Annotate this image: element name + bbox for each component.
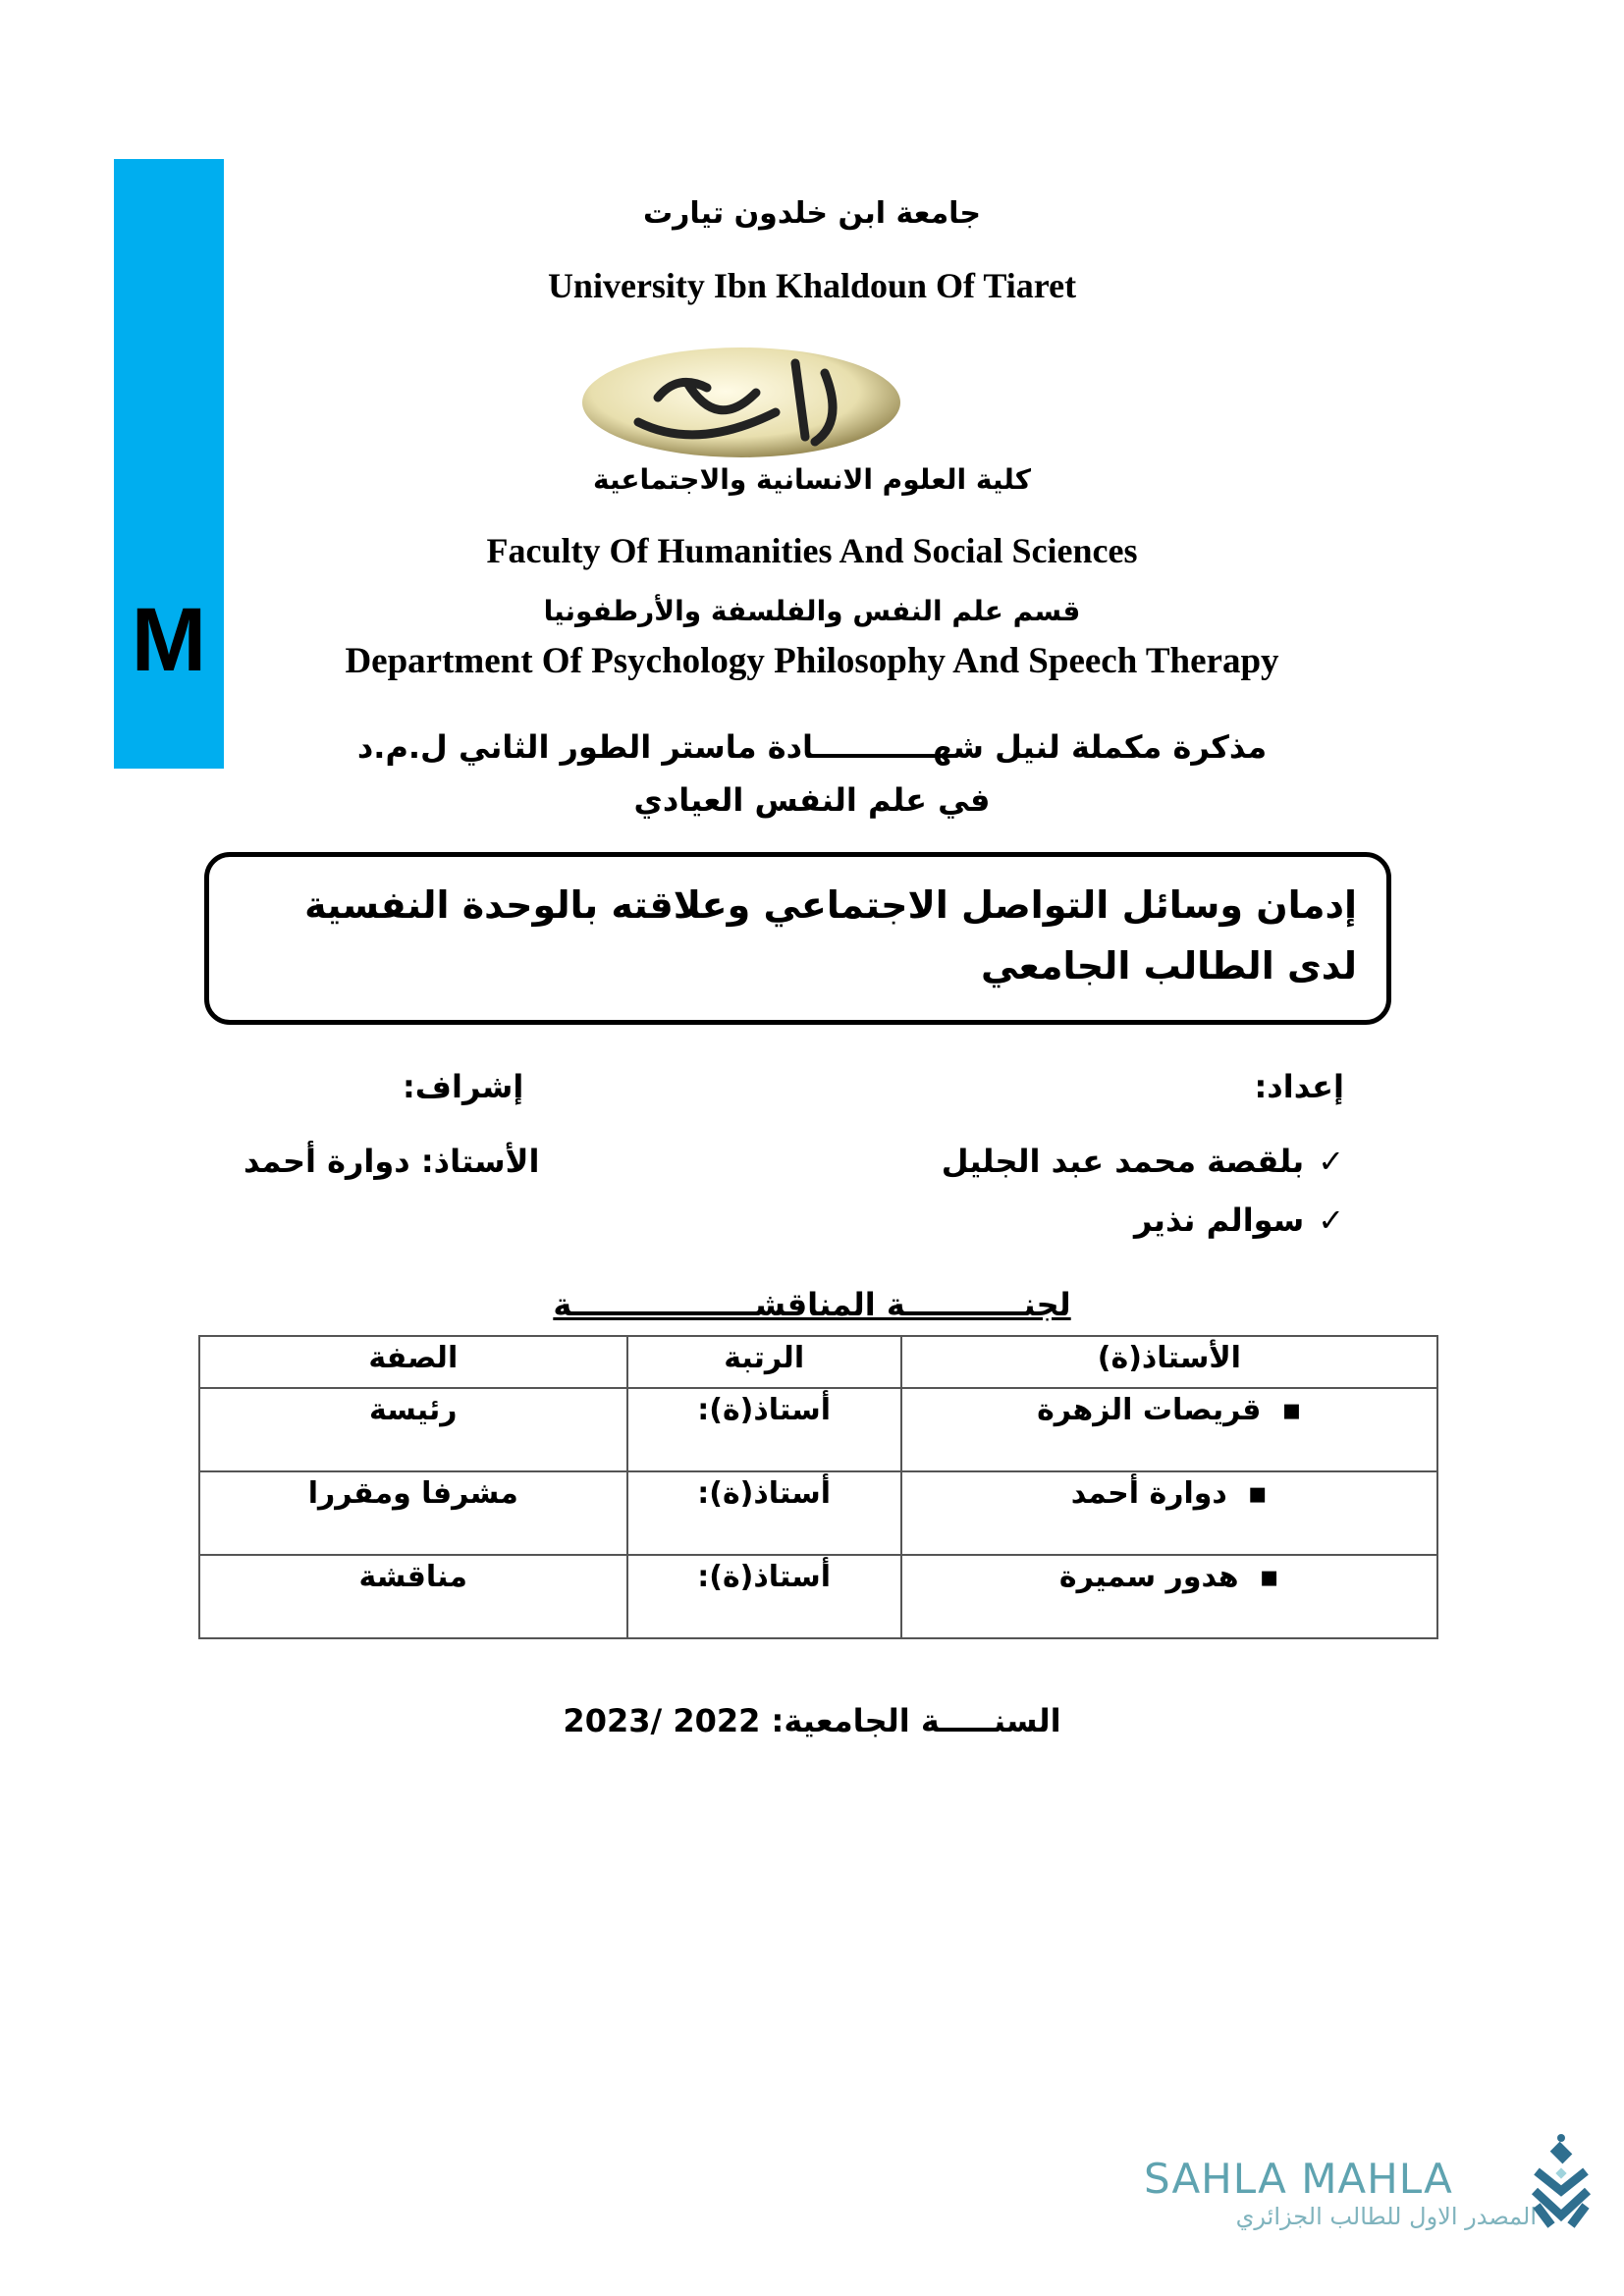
academic-year: السنـــــة الجامعية: 2022 /2023 [563, 1702, 1061, 1739]
check-icon: ✓ [1318, 1143, 1344, 1180]
thesis-title-box [204, 852, 1391, 1025]
member-role: مناقشة [199, 1555, 627, 1638]
member-rank: أستاذ(ة): [627, 1388, 901, 1471]
thesis-title: إدمان وسائل التواصل الاجتماعي وعلاقته بالوحدة النفسية لدى الطالب الجامعي [304, 883, 1357, 988]
member-rank: أستاذ(ة): [627, 1471, 901, 1555]
prepared-by-label: إعداد: [1254, 1068, 1344, 1105]
table-header-row [199, 1336, 1437, 1388]
table-row [199, 1555, 1437, 1638]
watermark-brand: SAHLA MAHLA [1144, 2155, 1453, 2203]
side-badge-letter: M [131, 590, 207, 690]
faculty-name-en: Faculty Of Humanities And Social Sciences [486, 531, 1138, 570]
department-name-en: Department Of Psychology Philosophy And Speech Therapy [345, 641, 1279, 681]
header-rank: الرتبة [627, 1336, 901, 1388]
student-item [1134, 1201, 1344, 1239]
student-name: سوالم نذير [1134, 1201, 1305, 1239]
university-logo [579, 344, 903, 461]
check-icon: ✓ [1318, 1201, 1344, 1239]
member-rank: أستاذ(ة): [627, 1555, 901, 1638]
student-item [942, 1143, 1344, 1180]
department-name-ar: قسم علم النفس والفلسفة والأرطفونيا [543, 595, 1081, 627]
table-row [199, 1471, 1437, 1555]
supervisor-name: الأستاذ: دوارة أحمد [244, 1143, 540, 1180]
member-role: مشرفا ومقررا [199, 1471, 627, 1555]
student-name: بلقصة محمد عبد الجليل [941, 1143, 1305, 1180]
member-name: ▪ قريصات الزهرة [901, 1388, 1437, 1471]
member-role: رئيسة [199, 1388, 627, 1471]
supervision-label: إشراف: [403, 1068, 524, 1105]
member-name: ▪ هدور سميرة [901, 1555, 1437, 1638]
memo-line-2: في علم النفس العيادي [633, 781, 991, 819]
committee-title: لجنـــــــــــة المناقشـــــــــــــــــة [553, 1286, 1071, 1323]
table-row [199, 1388, 1437, 1471]
sahla-mahla-logo-icon [1527, 2132, 1596, 2230]
sahla-mahla-watermark [1144, 2155, 1537, 2230]
header-professor: الأستاذ(ة) [901, 1336, 1437, 1388]
faculty-name-ar: كلية العلوم الانسانية والاجتماعية [593, 463, 1031, 496]
university-name-ar: جامعة ابن خلدون تيارت [642, 196, 982, 231]
university-name-en: University Ibn Khaldoun Of Tiaret [547, 266, 1077, 305]
committee-table [198, 1335, 1438, 1639]
header-role: الصفة [199, 1336, 627, 1388]
watermark-tagline: المصدر الاول للطالب الجزائري [1235, 2203, 1537, 2230]
memo-line-1: مذكرة مكملة لنيل شهـــــــــــادة ماستر الطور الثاني ل.م.د [356, 728, 1268, 766]
member-name: ▪ دوارة أحمد [901, 1471, 1437, 1555]
